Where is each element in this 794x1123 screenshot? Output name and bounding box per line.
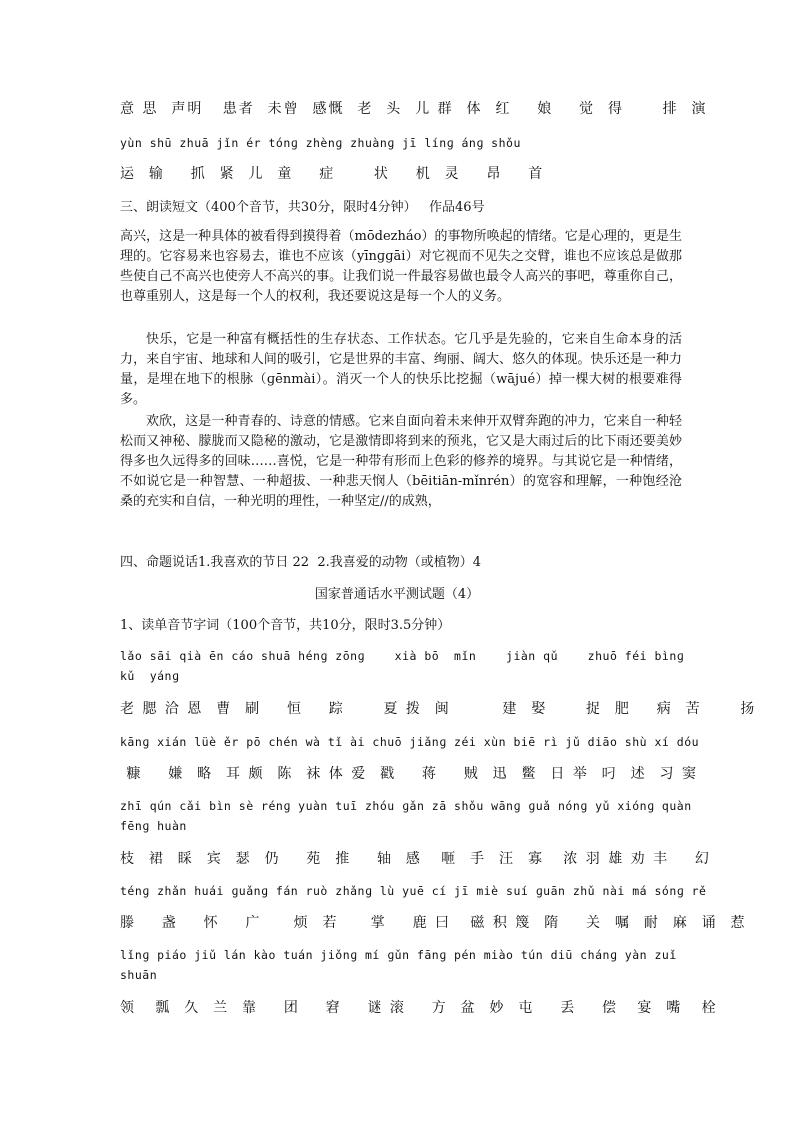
- reading-paragraph-1: 高兴，这是一种具体的被看得到摸得着（mōdezháo）的事物所唤起的情绪。它是心理的，更是生理的。它容易来也容易去，谁也不应该（yīnɡɡāi）对它视而不见失之交臂，谁也不应该总是做那些使自己不高兴也使旁人不高兴的事。让我们说一件最容易做也最令人高兴的事吧，尊重你自己，也尊重别人，这是每一个人的权利，我还要说这是每一个人的义务。: [120, 229, 682, 304]
- section-3-heading: 三、朗读短文（400个音节，共30分，限时4分钟） 作品46号: [120, 200, 485, 215]
- section-4-heading: 四、命题说话1.我喜欢的节日 22 2.我喜爱的动物（或植物）4: [120, 555, 482, 570]
- pinyin-row-3a: zhī qún cǎi bìn sè rénɡ yuàn tuī zhóu ɡǎn zā shǒu wānɡ ɡuǎ nónɡ yǔ xiónɡ quàn: [120, 799, 692, 813]
- pinyin-row: yùn shū zhuā jǐn ér tónɡ zhènɡ zhuànɡ jī línɡ ánɡ shǒu: [120, 136, 521, 150]
- test-title: 国家普通话水平测试题（4）: [314, 587, 480, 602]
- char-row-2: 糠 嫌 略 耳 颇 陈 袜 体 爱 戳 蒋 贼 迅 鳖 日 举 叼 述 习 窦: [120, 766, 699, 782]
- vocab-row-2: 运 输 抓 紧 儿 童 症 状 机 灵 昂 首: [120, 166, 545, 182]
- char-row-1: 老 腮 洽 恩 曹 刷 恒 踪 夏 拨 闽 建 娶 捉 肥 病 苦 扬: [120, 701, 757, 717]
- char-row-4: 滕 盏 怀 广 烦 若 掌 鹿 曰 磁 积 篾 隋 关 嘱 耐 麻 诵 惹: [120, 915, 747, 931]
- pinyin-row-5b: shuān: [120, 968, 158, 982]
- pinyin-row-3b: fēnɡ huàn: [120, 819, 187, 833]
- reading-paragraph-3: 欢欣，这是一种青春的、诗意的情感。它来自面向着未来伸开双臂奔跑的冲力，它来自一种轻松而又神秘、朦胧而又隐秘的激动，它是激情即将到来的预兆，它又是大雨过后的比下雨还要美妙得多也久远得多的回味……喜悦，它是一种带有形而上色彩的修养的境界。与其说它是一种情绪，不如说它是一种智慧、一种超拔、一种悲天悯人（bēitiān-mǐnrén）的宽容和理解，一种饱经沧桑的充实和自信，一种光明的理性，一种坚定//的成熟，: [120, 414, 682, 509]
- pinyin-row-1a: lǎo sāi qià ēn cáo shuā hénɡ zōnɡ xià bō mǐn jiàn qǔ zhuō féi bìnɡ: [120, 649, 685, 663]
- reading-paragraph-2: 快乐，它是一种富有概括性的生存状态、工作状态。它几乎是先验的，它来自生命本身的活力，来自宇宙、地球和人间的吸引，它是世界的丰富、绚丽、阔大、悠久的体现。快乐还是一种力量，是埋在地下的根脉（ɡēnmài）。消灭一个人的快乐比挖掘（wājué）掉一棵大树的根要难得多。: [120, 332, 682, 407]
- pinyin-row-5a: lǐnɡ piáo jiǔ lán kào tuán jiǒnɡ mí ɡǔn fānɡ pén miào tún diū chánɡ yàn zuǐ: [120, 948, 677, 962]
- char-row-5: 领 瓢 久 兰 靠 团 窘 谜 滚 方 盆 妙 屯 丢 偿 宴 嘴 栓: [120, 1000, 718, 1016]
- part-1-heading: 1、读单音节字词（100个音节，共10分，限时3.5分钟）: [120, 618, 451, 633]
- pinyin-row-1b: kǔ yánɡ: [120, 669, 180, 683]
- pinyin-row-2: kānɡ xián lüè ěr pō chén wà tǐ ài chuō jiǎnɡ zéi xùn biē rì jǔ diāo shù xí dóu: [120, 735, 700, 749]
- vocab-row-1: 意 思 声明 患者 未曾 感慨 老 头 儿 群 体 红 娘 觉 得 排 演: [120, 101, 708, 117]
- pinyin-row-4: ténɡ zhǎn huái ɡuǎnɡ fán ruò zhǎnɡ lù yuē cí jī miè suí ɡuān zhǔ nài má sónɡ rě: [120, 884, 707, 898]
- char-row-3: 枝 裙 睬 宾 瑟 仍 苑 推 轴 感 咂 手 汪 寡 浓 羽 雄 劝 丰 幻: [120, 851, 711, 867]
